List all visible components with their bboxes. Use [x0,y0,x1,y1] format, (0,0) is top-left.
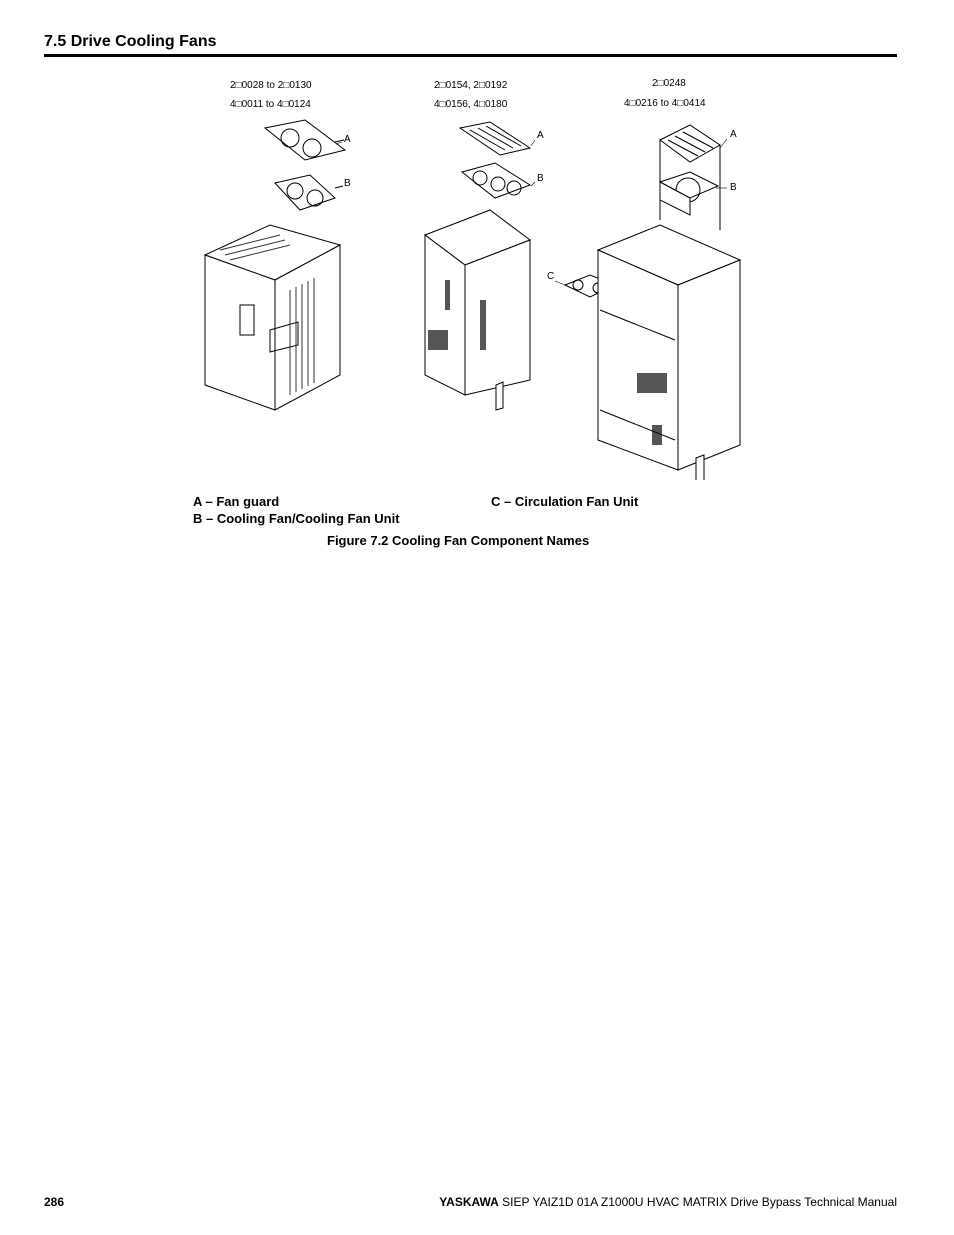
section-title: 7.5 Drive Cooling Fans [44,33,217,50]
model-2-cooling-fan [462,163,530,198]
model-2-label-line1: 2□0154, 2□0192 [434,80,508,91]
model-3-drive-body [598,225,740,480]
callout-c-model-3: C [547,271,555,282]
model-2-label-line2: 4□0156, 4□0180 [434,99,508,110]
callout-a-model-1: A [344,134,351,145]
model-1-label-line1: 2□0028 to 2□0130 [230,80,312,91]
legend-c: C – Circulation Fan Unit [491,494,639,509]
model-1-cooling-fan [275,175,343,210]
legend-a: A – Fan guard [193,494,280,509]
callout-a-model-2: A [537,130,544,141]
model-1-drive-body [205,225,340,410]
model-1-fan-guard [265,120,345,160]
model-3-label-line1: 2□0248 [652,78,686,89]
model-2-fan-guard [460,122,530,155]
page-number: 286 [44,1195,65,1209]
model-2-drive-body [425,210,530,410]
model-3-cooling-fan [660,172,718,215]
callout-b-model-3: B [730,182,737,193]
callout-a-model-3: A [730,129,737,140]
model-1-label-line2: 4□0011 to 4□0124 [230,99,311,110]
cooling-fan-drawings [0,0,954,480]
callout-b-model-2: B [537,173,544,184]
callout-b-model-1: B [344,178,351,189]
footer-brand: YASKAWA [439,1195,499,1209]
model-3-label-line2: 4□0216 to 4□0414 [624,98,706,109]
legend-b: B – Cooling Fan/Cooling Fan Unit [193,511,400,526]
footer-manual-title [439,1195,897,1209]
footer-manual-name: SIEP YAIZ1D 01A Z1000U HVAC MATRIX Drive Bypass Technical Manual [498,1195,897,1209]
figure-caption: Figure 7.2 Cooling Fan Component Names [327,533,590,548]
